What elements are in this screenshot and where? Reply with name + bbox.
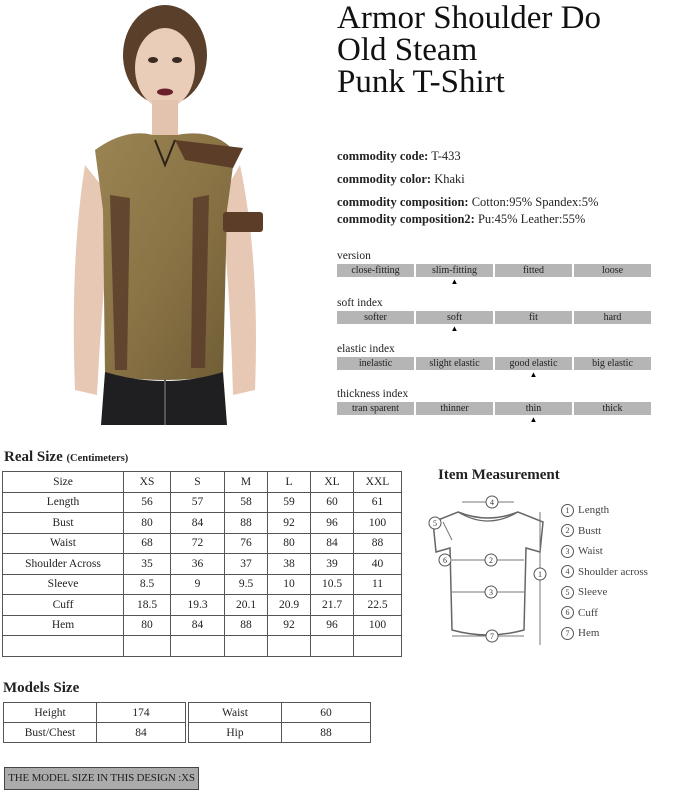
index-marker-row — [337, 415, 667, 425]
table-cell: Bust/Chest — [4, 723, 97, 743]
real-size-title: Real Size — [4, 449, 63, 465]
column-header: L — [268, 472, 311, 493]
table-cell: 18.5 — [124, 595, 171, 616]
table-cell: 8.5 — [124, 574, 171, 595]
marker-slot — [337, 277, 414, 287]
table-row — [4, 723, 186, 743]
legend-number: 3 — [561, 545, 574, 558]
table-cell: 57 — [171, 492, 225, 513]
marker-slot — [337, 415, 414, 425]
real-size-unit: (Centimeters) — [66, 453, 129, 464]
legend-number: 4 — [561, 565, 574, 578]
table-cell: Waist — [3, 533, 124, 554]
index-bar — [337, 402, 667, 415]
index-option: inelastic — [337, 357, 414, 370]
thickness-index — [337, 387, 667, 425]
index-option: thin — [495, 402, 572, 415]
spec-label: commodity color: — [337, 172, 432, 186]
table-cell: 100 — [354, 513, 402, 534]
selected-marker-icon: ▲ — [529, 370, 538, 379]
legend-label: Hem — [578, 627, 600, 639]
table-cell: 68 — [124, 533, 171, 554]
table-cell: 21.7 — [311, 595, 354, 616]
table-cell — [354, 636, 402, 657]
table-cell: 96 — [311, 513, 354, 534]
index-option: hard — [574, 311, 651, 324]
measurement-diagram — [428, 490, 548, 655]
table-cell: 60 — [282, 703, 371, 723]
table-row — [3, 513, 402, 534]
spec-row — [337, 208, 598, 231]
table-cell: 92 — [268, 615, 311, 636]
table-cell — [225, 636, 268, 657]
legend-number: 2 — [561, 524, 574, 537]
table-cell: Length — [3, 492, 124, 513]
measurement-legend — [561, 500, 648, 644]
index-marker-row — [337, 370, 667, 380]
selected-marker-icon: ▲ — [450, 277, 459, 286]
index-option: thick — [574, 402, 651, 415]
table-cell: Hip — [189, 723, 282, 743]
table-cell: 174 — [97, 703, 186, 723]
spec-label: commodity code: — [337, 149, 429, 163]
table-cell — [124, 636, 171, 657]
table-row — [3, 615, 402, 636]
index-bar — [337, 357, 667, 370]
legend-label: Shoulder across — [578, 565, 648, 578]
marker-slot — [337, 370, 414, 380]
svg-text:3: 3 — [489, 588, 493, 597]
marker-slot — [574, 370, 651, 380]
table-cell: 59 — [268, 492, 311, 513]
index-option: fit — [495, 311, 572, 324]
product-photo — [55, 0, 295, 425]
models-size-table-right — [188, 702, 371, 743]
spec-value: Pu:45% Leather:55% — [477, 212, 586, 226]
svg-text:4: 4 — [490, 498, 494, 507]
table-cell: 92 — [268, 513, 311, 534]
commodity-specs — [337, 145, 598, 231]
legend-label: Cuff — [578, 606, 598, 619]
legend-number: 6 — [561, 606, 574, 619]
index-option: good elastic — [495, 357, 572, 370]
marker-slot — [416, 370, 493, 380]
table-row — [3, 595, 402, 616]
table-cell: 60 — [311, 492, 354, 513]
column-header: XL — [311, 472, 354, 493]
size-table — [2, 471, 402, 657]
legend-label: Length — [578, 504, 610, 516]
table-row — [3, 574, 402, 595]
table-cell: 37 — [225, 554, 268, 575]
column-header: Size — [3, 472, 124, 493]
svg-text:5: 5 — [433, 519, 437, 528]
table-cell: 61 — [354, 492, 402, 513]
legend-item — [561, 562, 648, 583]
table-cell: Sleeve — [3, 574, 124, 595]
table-cell: 100 — [354, 615, 402, 636]
column-header: S — [171, 472, 225, 493]
models-size-title: Models Size — [3, 680, 80, 696]
index-bar — [337, 311, 667, 324]
svg-text:6: 6 — [443, 556, 447, 565]
version-index — [337, 249, 667, 287]
table-cell: Bust — [3, 513, 124, 534]
svg-text:1: 1 — [538, 570, 542, 579]
table-cell: 88 — [282, 723, 371, 743]
item-measurement-title: Item Measurement — [438, 467, 560, 483]
table-cell — [171, 636, 225, 657]
title-line-3: Punk T-Shirt — [337, 64, 505, 100]
marker-slot — [574, 415, 651, 425]
spec-value: Cotton:95% Spandex:5% — [471, 195, 599, 209]
table-cell: 88 — [225, 615, 268, 636]
table-cell: 36 — [171, 554, 225, 575]
table-cell: 76 — [225, 533, 268, 554]
index-option: tran sparent — [337, 402, 414, 415]
table-cell: 38 — [268, 554, 311, 575]
table-cell — [3, 636, 124, 657]
legend-number: 5 — [561, 586, 574, 599]
index-option: thinner — [416, 402, 493, 415]
marker-slot — [574, 277, 651, 287]
index-bar — [337, 264, 667, 277]
table-cell: 20.1 — [225, 595, 268, 616]
table-cell: 9.5 — [225, 574, 268, 595]
table-cell: Height — [4, 703, 97, 723]
marker-slot — [416, 415, 493, 425]
table-cell: 80 — [124, 513, 171, 534]
spec-label: commodity composition2: — [337, 212, 475, 226]
index-option: close-fitting — [337, 264, 414, 277]
marker-slot — [495, 324, 572, 334]
column-header: M — [225, 472, 268, 493]
index-option: big elastic — [574, 357, 651, 370]
table-cell: 96 — [311, 615, 354, 636]
svg-text:2: 2 — [489, 556, 493, 565]
table-cell: 20.9 — [268, 595, 311, 616]
spec-label: commodity composition: — [337, 195, 469, 209]
table-row — [189, 703, 371, 723]
table-row — [3, 533, 402, 554]
table-cell: 10.5 — [311, 574, 354, 595]
selected-marker-icon: ▲ — [529, 415, 538, 424]
table-cell: 22.5 — [354, 595, 402, 616]
spec-value: Khaki — [434, 172, 465, 186]
legend-number: 7 — [561, 627, 574, 640]
table-cell: 88 — [354, 533, 402, 554]
column-header: XS — [124, 472, 171, 493]
legend-item — [561, 500, 648, 521]
table-cell: 56 — [124, 492, 171, 513]
table-row — [189, 723, 371, 743]
table-cell: 80 — [268, 533, 311, 554]
table-cell: 58 — [225, 492, 268, 513]
table-cell: 10 — [268, 574, 311, 595]
index-option: slight elastic — [416, 357, 493, 370]
marker-slot — [337, 324, 414, 334]
models-size-table-left — [3, 702, 186, 743]
table-cell — [311, 636, 354, 657]
spec-row — [337, 168, 598, 191]
index-marker-row — [337, 277, 667, 287]
table-cell: 84 — [171, 615, 225, 636]
table-cell: 84 — [171, 513, 225, 534]
legend-label: Sleeve — [578, 586, 608, 598]
table-cell: 84 — [311, 533, 354, 554]
title-line-2: Old Steam — [337, 32, 478, 68]
index-label: version — [337, 250, 371, 262]
table-cell: 72 — [171, 533, 225, 554]
real-size-heading — [4, 449, 128, 466]
spec-row — [337, 145, 598, 168]
table-row — [3, 636, 402, 657]
title-line-1: Armor Shoulder Do — [337, 0, 601, 36]
legend-label: Waist — [578, 545, 603, 557]
table-cell: Cuff — [3, 595, 124, 616]
index-option: soft — [416, 311, 493, 324]
table-header-row — [3, 472, 402, 493]
legend-item — [561, 623, 648, 644]
table-cell: 88 — [225, 513, 268, 534]
legend-item — [561, 582, 648, 603]
table-cell: Waist — [189, 703, 282, 723]
svg-text:7: 7 — [490, 632, 494, 641]
selected-marker-icon: ▲ — [450, 324, 459, 333]
legend-number: 1 — [561, 504, 574, 517]
spec-value: T-433 — [431, 149, 461, 163]
table-row — [3, 554, 402, 575]
model-size-note: THE MODEL SIZE IN THIS DESIGN :XS — [4, 767, 199, 790]
table-cell: 11 — [354, 574, 402, 595]
column-header: XXL — [354, 472, 402, 493]
table-cell: Hem — [3, 615, 124, 636]
elastic-index — [337, 342, 667, 380]
table-cell: Shoulder Across — [3, 554, 124, 575]
index-marker-row — [337, 324, 667, 334]
soft-index — [337, 296, 667, 334]
table-row — [4, 703, 186, 723]
index-option: softer — [337, 311, 414, 324]
index-option: loose — [574, 264, 651, 277]
product-title — [337, 2, 601, 98]
table-cell: 9 — [171, 574, 225, 595]
legend-item — [561, 603, 648, 624]
legend-item — [561, 521, 648, 542]
marker-slot — [495, 277, 572, 287]
index-label: thickness index — [337, 388, 409, 400]
legend-label: Bustt — [578, 524, 602, 537]
table-cell: 35 — [124, 554, 171, 575]
table-cell: 84 — [97, 723, 186, 743]
index-option: slim-fitting — [416, 264, 493, 277]
index-label: soft index — [337, 297, 383, 309]
table-cell: 19.3 — [171, 595, 225, 616]
table-row — [3, 492, 402, 513]
index-option: fitted — [495, 264, 572, 277]
index-label: elastic index — [337, 343, 395, 355]
table-cell — [268, 636, 311, 657]
table-cell: 40 — [354, 554, 402, 575]
table-cell: 39 — [311, 554, 354, 575]
table-cell: 80 — [124, 615, 171, 636]
legend-item — [561, 541, 648, 562]
marker-slot — [574, 324, 651, 334]
